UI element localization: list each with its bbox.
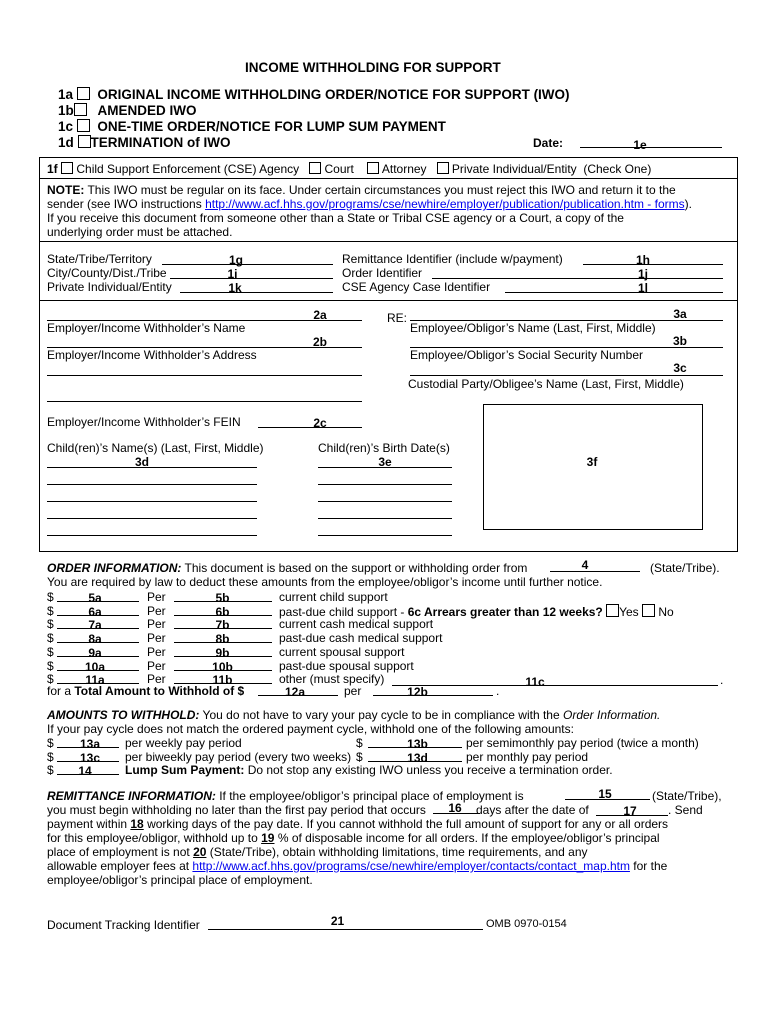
pay-row-currency: $ — [47, 736, 54, 750]
note-line-1: NOTE: This IWO must be regular on its face. Under certain circumstances you must reject this IWO and return it to the — [47, 183, 676, 197]
order-row-per-label: Per — [147, 659, 166, 673]
order-row-currency: $ — [47, 645, 54, 659]
remit-18-field[interactable]: 18 — [130, 817, 144, 831]
employer-name-label: Employer/Income Withholder’s Name — [47, 321, 246, 335]
order-type-1d[interactable]: 1d TERMINATION of IWO — [58, 135, 231, 150]
remit-line-1b: (State/Tribe), — [652, 789, 722, 803]
order-row-per-label: Per — [147, 617, 166, 631]
lump-sum-text: Lump Sum Payment: Do not stop any existing IWO unless you receive a termination order. — [125, 763, 613, 777]
order-source-state-tribe: (State/Tribe). — [650, 561, 720, 575]
remit-line-7: employee/obligor’s principal place of employment. — [47, 873, 313, 887]
tracking-underline — [208, 929, 483, 930]
employee-name-field[interactable]: 3a — [673, 307, 687, 321]
order-row-currency: $ — [47, 659, 54, 673]
attachment-box-label: 3f — [586, 455, 598, 469]
remit-line-2: you must begin withholding no later than the first pay period that occurs — [47, 803, 426, 817]
fein-label: Employer/Income Withholder’s FEIN — [47, 415, 241, 429]
order-row-amount-field[interactable]: 5a — [88, 591, 102, 605]
checkbox-court[interactable] — [309, 162, 321, 174]
order-type-1c[interactable]: 1c ONE-TIME ORDER/NOTICE FOR LUMP SUM PAYMENT — [58, 119, 446, 134]
private-entity-field[interactable]: 1k — [228, 281, 242, 295]
form-title: INCOME WITHHOLDING FOR SUPPORT — [245, 60, 501, 75]
employer-address-line-3 — [47, 401, 362, 402]
employee-ssn-field[interactable]: 3b — [672, 334, 687, 348]
order-row-amount-field[interactable]: 6a — [88, 605, 102, 619]
custodial-field[interactable]: 3c — [673, 361, 687, 375]
pay-row-text: per weekly pay period — [125, 736, 242, 750]
order-row-description: current cash medical support — [279, 617, 434, 631]
children-names-field[interactable]: 3d — [134, 455, 149, 469]
remit-line-1: REMITTANCE INFORMATION: If the employee/obligor’s principal place of employment is — [47, 789, 524, 803]
pay-row-field-2[interactable]: 13d — [407, 751, 428, 765]
child-dob-line-1 — [318, 467, 452, 468]
checkbox-1a[interactable] — [77, 87, 90, 100]
order-row-per-field[interactable]: 11b — [212, 673, 233, 687]
lump-sum-field[interactable]: 14 — [78, 764, 92, 778]
child-name-line-4 — [47, 518, 257, 519]
note-line-2: sender (see IWO instructions http://www.acf.hhs.gov/programs/cse/newhire/employer/publication/publication.htm - forms). — [47, 197, 692, 211]
omb-number: OMB 0970-0154 — [486, 918, 567, 930]
order-row-currency: $ — [47, 617, 54, 631]
children-dob-field[interactable]: 3e — [378, 455, 392, 469]
fein-field[interactable]: 2c — [313, 416, 327, 430]
order-row-currency: $ — [47, 631, 54, 645]
total-per-label: per — [344, 684, 362, 698]
remit-19-field[interactable]: 19 — [261, 831, 275, 845]
checkbox-private-entity[interactable] — [437, 162, 449, 174]
currency-14: $ — [47, 763, 54, 777]
remit-line-6: allowable employer fees at http://www.acf.hhs.gov/programs/cse/newhire/employer/contacts/contact_map.htm for the — [47, 859, 668, 873]
order-row-description: past-due spousal support — [279, 659, 414, 673]
pay-row-field-2[interactable]: 13b — [407, 737, 428, 751]
order-row-amount-field[interactable]: 7a — [88, 618, 102, 632]
order-info-line-1: ORDER INFORMATION: This document is based on the support or withholding order from — [47, 561, 528, 575]
cse-case-id-field[interactable]: 1l — [637, 281, 648, 295]
arrears-no-checkbox[interactable] — [642, 604, 655, 617]
remit-16-field[interactable]: 16 — [448, 801, 462, 815]
pay-row-currency-2: $ — [356, 750, 363, 764]
order-row-per-label: Per — [147, 590, 166, 604]
order-row-per-label: Per — [147, 645, 166, 659]
order-row-per-field[interactable]: 10b — [212, 660, 233, 674]
pay-row-currency-2: $ — [356, 736, 363, 750]
employer-name-field[interactable]: 2a — [313, 308, 327, 322]
total-period: . — [496, 684, 500, 698]
order-info-line-2: You are required by law to deduct these amounts from the employee/obligor’s income until further notice. — [47, 575, 603, 589]
pay-row-text-2: per monthly pay period — [466, 750, 589, 764]
order-source-field[interactable]: 4 — [581, 558, 589, 572]
order-row-description: other (must specify) — [279, 672, 385, 686]
sender-row: 1f Child Support Enforcement (CSE) Agency Court Attorney Private Individual/Entity (Check One) — [47, 162, 652, 176]
remittance-id-label: Remittance Identifier (include w/payment) — [342, 252, 563, 266]
order-row-per-field[interactable]: 5b — [215, 591, 230, 605]
order-row-per-field[interactable]: 8b — [215, 632, 230, 646]
order-row-description: past-due child support - 6c Arrears greater than 12 weeks? Yes No — [279, 605, 674, 619]
remit-line-4: for this employee/obligor, withhold up to 19 % of disposable income for all orders. If the employee/obligor’s principal — [47, 831, 660, 845]
order-row-amount-field[interactable]: 10a — [84, 660, 106, 674]
remit-line-3: payment within 18 working days of the pay date. If you cannot withhold the full amount of support for any or all orders — [47, 817, 669, 831]
note-line-4: underlying order must be attached. — [47, 225, 233, 239]
child-name-line-2 — [47, 484, 257, 485]
total-amount-field[interactable]: 12a — [284, 685, 306, 699]
child-dob-line-4 — [318, 518, 452, 519]
other-specify-field[interactable]: 11c — [525, 675, 545, 689]
order-row-description: current spousal support — [279, 645, 405, 659]
date-label: Date: — [533, 136, 564, 150]
date-field[interactable]: 1e — [633, 138, 647, 152]
pay-row-text-2: per semimonthly pay period (twice a month) — [466, 736, 699, 750]
order-row-amount-field[interactable]: 11a — [85, 673, 105, 687]
children-names-label: Child(ren)’s Name(s) (Last, First, Middle) — [47, 441, 264, 455]
employee-name-label: Employee/Obligor’s Name (Last, First, Middle) — [410, 321, 656, 335]
child-dob-line-5 — [318, 535, 452, 536]
section-divider — [39, 300, 737, 301]
order-row-per-field[interactable]: 6b — [215, 605, 230, 619]
order-type-1b[interactable]: 1b AMENDED IWO — [58, 103, 197, 118]
checkbox-1d[interactable] — [78, 135, 91, 148]
custodial-label: Custodial Party/Obligee’s Name (Last, First, Middle) — [408, 377, 684, 391]
order-row-per-label: Per — [147, 604, 166, 618]
state-tribe-field[interactable]: 1g — [228, 253, 243, 267]
amounts-line-2: If your pay cycle does not match the ordered payment cycle, withhold one of the following amounts: — [47, 722, 574, 736]
order-row-currency: $ — [47, 604, 54, 618]
order-row-currency: $ — [47, 590, 54, 604]
total-row-label: for a Total Amount to Withhold of $ — [47, 684, 245, 698]
employer-address-label: Employer/Income Withholder’s Address — [47, 348, 257, 362]
remit-17-field[interactable]: 17 — [623, 804, 637, 818]
employer-address-field[interactable]: 2b — [312, 335, 327, 349]
sender-divider — [39, 178, 737, 179]
total-per-field[interactable]: 12b — [407, 685, 428, 699]
order-row-description: past-due cash medical support — [279, 631, 443, 645]
checkbox-1c[interactable] — [77, 119, 90, 132]
order-row-per-field[interactable]: 7b — [215, 618, 230, 632]
child-name-line-1 — [47, 467, 257, 468]
order-row-description: current child support — [279, 590, 388, 604]
tracking-field[interactable]: 21 — [330, 914, 345, 928]
re-label: RE: — [387, 311, 408, 325]
order-row-currency: $ — [47, 672, 54, 686]
child-dob-line-3 — [318, 501, 452, 502]
city-county-field[interactable]: 1i — [227, 267, 238, 281]
remit-15-field[interactable]: 15 — [598, 787, 612, 801]
custodial-underline — [410, 375, 723, 376]
employer-address-line-2 — [47, 375, 362, 376]
pay-row-currency: $ — [47, 750, 54, 764]
city-county-label: City/County/Dist./Tribe — [47, 266, 167, 280]
contact-map-link[interactable]: http://www.acf.hhs.gov/programs/cse/newhire/employer/contacts/contact_map.htm — [192, 859, 630, 873]
order-row-amount-field[interactable]: 8a — [88, 632, 102, 646]
child-dob-line-2 — [318, 484, 452, 485]
remit-20-field[interactable]: 20 — [193, 845, 207, 859]
iwo-instructions-link[interactable]: http://www.acf.hhs.gov/programs/cse/newhire/employer/publication/publication.htm - forms — [205, 197, 685, 211]
checkbox-1b[interactable] — [74, 103, 87, 116]
order-row-per-label: Per — [147, 631, 166, 645]
amounts-line-1: AMOUNTS TO WITHHOLD: You do not have to vary your pay cycle to be in compliance with the Order Information. — [47, 708, 661, 722]
order-id-field[interactable]: 1j — [637, 267, 648, 281]
checkbox-attorney[interactable] — [367, 162, 379, 174]
private-entity-label: Private Individual/Entity — [47, 280, 172, 294]
cse-case-id-label: CSE Agency Case Identifier — [342, 280, 491, 294]
remit-line-5: place of employment is not 20 (State/Tribe), obtain withholding limitations, time requirements, and any — [47, 845, 588, 859]
employee-ssn-label: Employee/Obligor’s Social Security Number — [410, 348, 643, 362]
checkbox-cse-agency[interactable] — [61, 162, 73, 174]
remittance-id-field[interactable]: 1h — [635, 253, 650, 267]
note-divider — [39, 241, 737, 242]
pay-row-text: per biweekly pay period (every two weeks) — [125, 750, 352, 764]
other-specify-period: . — [720, 673, 724, 687]
tracking-label: Document Tracking Identifier — [47, 918, 200, 932]
order-id-label: Order Identifier — [342, 266, 423, 280]
order-row-amount-field[interactable]: 9a — [88, 646, 102, 660]
order-row-per-field[interactable]: 9b — [215, 646, 230, 660]
order-row-per-label: Per — [147, 672, 166, 686]
order-type-1a[interactable]: 1a ORIGINAL INCOME WITHHOLDING ORDER/NOTICE FOR SUPPORT (IWO) — [58, 87, 570, 102]
remit-line-2b: days after the date of — [476, 803, 589, 817]
state-tribe-label: State/Tribe/Territory — [47, 252, 152, 266]
pay-row-field[interactable]: 13c — [79, 751, 101, 765]
remit-line-2c: . Send — [668, 803, 703, 817]
arrears-yes-checkbox[interactable] — [606, 604, 619, 617]
children-dob-label: Child(ren)’s Birth Date(s) — [318, 441, 450, 455]
note-line-3: If you receive this document from someone other than a State or Tribal CSE agency or a Court, a copy of the — [47, 211, 624, 225]
child-name-line-3 — [47, 501, 257, 502]
child-name-line-5 — [47, 535, 257, 536]
pay-row-field[interactable]: 13a — [79, 737, 101, 751]
